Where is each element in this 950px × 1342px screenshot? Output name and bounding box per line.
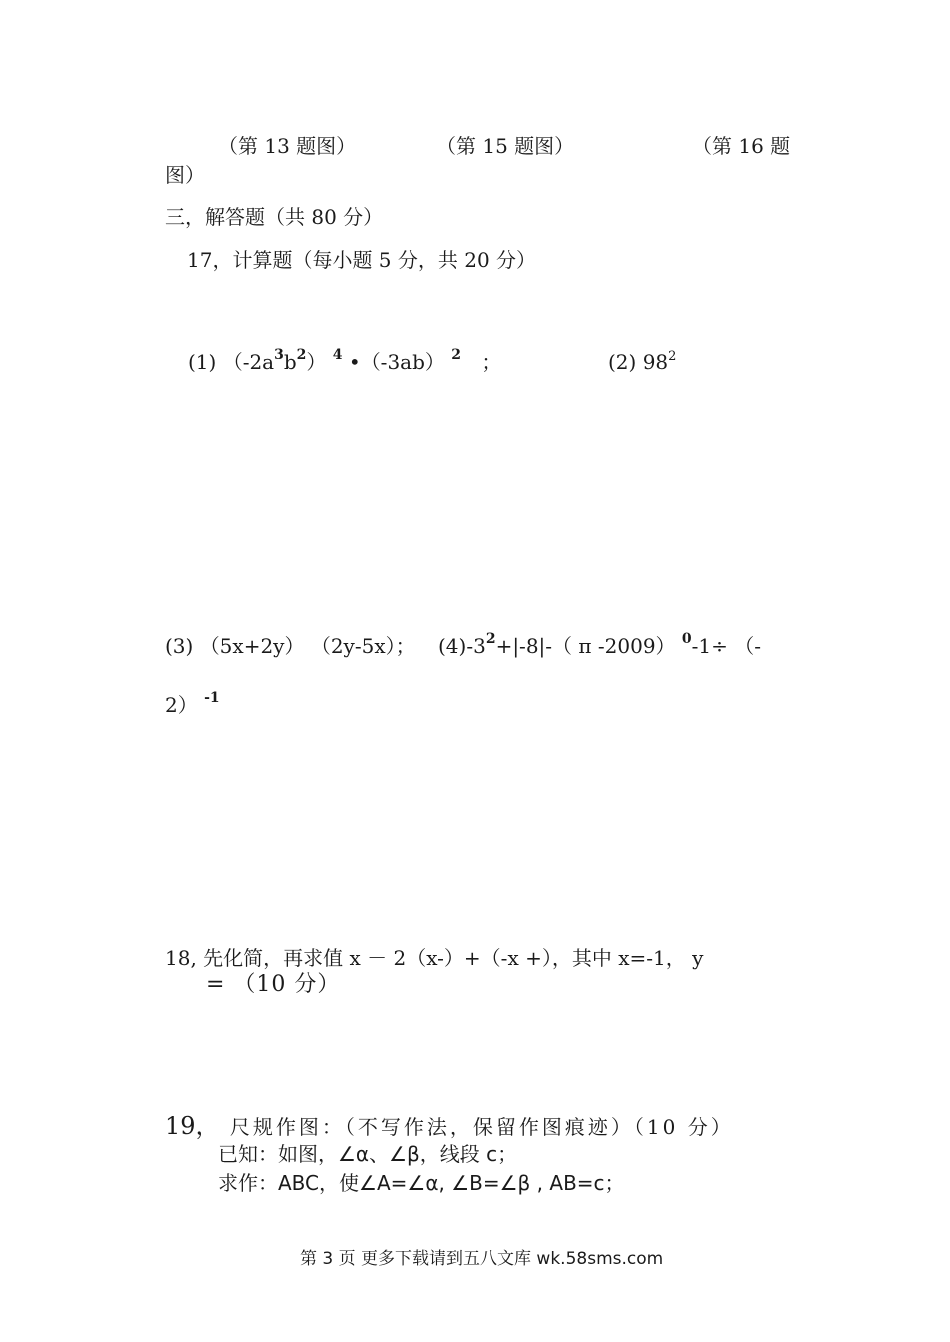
caption-fig16-part1: （第 16 题 (692, 134, 791, 158)
p1-open: （-2a (222, 350, 275, 374)
p2-number: (2) (608, 350, 637, 374)
q19-given: 已知：如图，∠α、∠β，线段 c； (218, 1142, 518, 1166)
p2-base: 98 (642, 350, 669, 374)
q17-problem-2 (608, 350, 676, 378)
p2-exp: 2 (668, 349, 677, 364)
caption-fig16-part2: 图） (165, 163, 205, 187)
p1-dot-part: •（-3ab） (348, 350, 445, 374)
q17-title: 17，计算题（每小题 5 分，共 20 分） (187, 248, 537, 272)
section-heading: 三，解答题（共 80 分） (165, 205, 384, 229)
q17-problem-1 (188, 347, 502, 377)
p1-exp-last: 2 (451, 347, 462, 363)
p4-mid: +|-8|-（ π -2009） (495, 634, 676, 658)
p4-exp-2: 0 (681, 631, 692, 647)
p1-exp-outer: 4 (332, 347, 343, 363)
q19-title-row (165, 1114, 734, 1139)
p1-close: ） (306, 350, 327, 374)
q17-problem-4 (438, 631, 762, 661)
q17-problem-4-cont (165, 690, 220, 720)
p1-semicolon: ； (481, 350, 502, 374)
p1-number: (1) (188, 350, 217, 374)
p4-end: -1÷ （- (691, 634, 762, 658)
p4-exp-3: -1 (204, 690, 220, 706)
q18-line-2: = （10 分） (206, 972, 341, 997)
caption-fig13: （第 13 题图） (218, 134, 357, 158)
q19-task: 求作：ABC，使∠A=∠α, ∠B=∠β , AB=c； (218, 1171, 625, 1195)
q19-number: 19， (165, 1112, 220, 1140)
q17-problem-3: (3) （5x+2y） （2y-5x）； (165, 634, 416, 658)
p4-start: (4)-3 (438, 634, 486, 658)
caption-fig15: （第 15 题图） (436, 134, 575, 158)
page-footer: 第 3 页 更多下载请到五八文库 wk.58sms.com (300, 1249, 664, 1269)
p4-exp-1: 2 (485, 631, 496, 647)
q19-title: 尺规作图：（不写作法，保留作图痕迹）（10 分） (229, 1115, 734, 1139)
p1-b: b (283, 350, 297, 374)
p1-exp-b: 2 (296, 347, 307, 363)
q18-line-1: 18, 先化简，再求值 x － 2（x-）+（-x +），其中 x=-1， y (165, 946, 704, 970)
p4-cont: 2） (165, 693, 198, 717)
p1-exp-a: 3 (274, 347, 284, 363)
